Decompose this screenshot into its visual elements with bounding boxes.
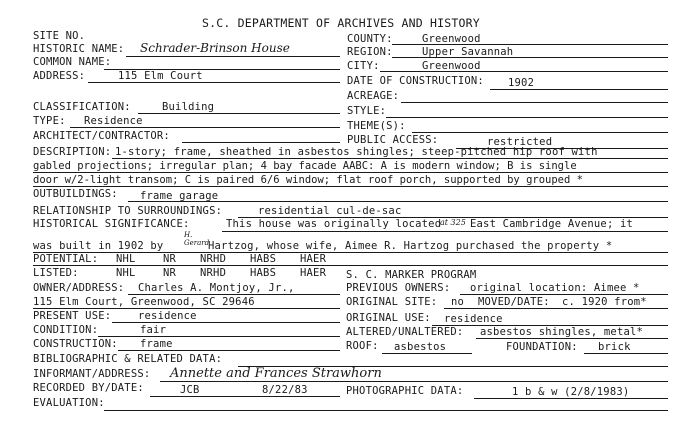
description-line-1: 1-story; frame, sheathed in asbestos shingles; steep-pitched hip roof with xyxy=(115,146,598,158)
architect-label: ARCHITECT/CONTRACTOR: xyxy=(33,130,170,142)
county-label: COUNTY: xyxy=(347,33,393,45)
potential-line xyxy=(33,265,668,266)
condition-label: CONDITION: xyxy=(33,324,99,336)
date-of-construction-line xyxy=(490,89,668,90)
moved-date-value: c. 1920 from* xyxy=(562,296,647,308)
county-value: Greenwood xyxy=(422,33,481,45)
present-use-value: residence xyxy=(138,310,197,322)
informant-line xyxy=(160,381,668,382)
address-value: 115 Elm Court xyxy=(118,70,203,82)
classification-value: Building xyxy=(162,101,215,113)
historical-significance-line-1a: This house was originally located xyxy=(226,218,442,230)
description-line-3: door w/2-light transom; C is paired 6/6 window; flat roof porch, supported by grouped * xyxy=(33,174,583,186)
present-use-label: PRESENT USE: xyxy=(33,310,112,322)
owner-address-line-2: 115 Elm Court, Greenwood, SC 29646 xyxy=(33,296,255,308)
region-label: REGION: xyxy=(347,46,393,58)
original-use-value: residence xyxy=(444,313,503,325)
region-line xyxy=(392,57,668,58)
historic-name-line xyxy=(126,56,340,57)
bibliographic-label: BIBLIOGRAPHIC & RELATED DATA: xyxy=(33,353,223,365)
type-label: TYPE: xyxy=(33,115,66,127)
date-of-construction-label: DATE OF CONSTRUCTION: xyxy=(347,75,484,87)
style-line xyxy=(386,117,668,118)
theme-label: THEME(S): xyxy=(347,120,406,132)
historical-significance-line-2c: Hartzog, whose wife, Aimee R. Hartzog purchased the property * xyxy=(208,240,613,252)
roof-line xyxy=(382,353,472,354)
outbuildings-value: frame garage xyxy=(140,190,219,202)
owner-address-rule-1 xyxy=(128,294,340,295)
outbuildings-line xyxy=(128,201,668,202)
address-line xyxy=(88,82,340,83)
region-value: Upper Savannah xyxy=(422,46,514,58)
city-line xyxy=(380,71,668,72)
address-label: ADDRESS: xyxy=(33,70,86,82)
previous-owners-line xyxy=(460,294,668,295)
classification-label: CLASSIFICATION: xyxy=(33,101,131,113)
theme-line xyxy=(412,132,668,133)
relationship-label: RELATIONSHIP TO SURROUNDINGS: xyxy=(33,205,223,217)
city-value: Greenwood xyxy=(422,60,481,72)
present-use-line xyxy=(112,322,340,323)
informant-label: INFORMANT/ADDRESS: xyxy=(33,368,151,380)
listed-opt-habs: HABS xyxy=(250,267,277,279)
altered-label: ALTERED/UNALTERED: xyxy=(346,326,464,338)
potential-opt-nr: NR xyxy=(163,253,177,265)
county-line xyxy=(392,44,668,45)
recorded-by-label: RECORDED BY/DATE: xyxy=(33,382,144,394)
owner-address-label: OWNER/ADDRESS: xyxy=(33,282,125,294)
construction-label: CONSTRUCTION: xyxy=(33,338,118,350)
description-rule-3 xyxy=(33,186,668,187)
potential-opt-habs: HABS xyxy=(250,253,277,265)
description-rule-1 xyxy=(112,158,668,159)
public-access-value: restricted xyxy=(487,136,553,148)
public-access-label: PUBLIC ACCESS: xyxy=(347,134,439,146)
original-site-label: ORIGINAL SITE: xyxy=(346,296,438,308)
listed-opt-nr: NR xyxy=(163,267,177,279)
foundation-label: FOUNDATION: xyxy=(506,341,578,353)
owner-address-rule-2 xyxy=(33,308,340,309)
photographic-data-label: PHOTOGRAPHIC DATA: xyxy=(346,385,464,397)
previous-owners-label: PREVIOUS OWNERS: xyxy=(346,282,451,294)
classification-line xyxy=(138,113,340,114)
informant-value: Annette and Frances Strawhorn xyxy=(170,366,382,381)
historical-significance-label: HISTORICAL SIGNIFICANCE: xyxy=(33,218,190,230)
listed-label: LISTED: xyxy=(33,267,79,279)
type-line xyxy=(70,127,340,128)
header-title: S.C. DEPARTMENT OF ARCHIVES AND HISTORY xyxy=(202,16,480,30)
owner-address-line-1: Charles A. Montjoy, Jr., xyxy=(138,282,295,294)
potential-label: POTENTIAL: xyxy=(33,253,99,265)
acreage-line xyxy=(401,102,668,103)
construction-value: frame xyxy=(140,338,173,350)
historical-significance-insert-1: at 325 xyxy=(440,218,466,227)
previous-owners-value: original location: Aimee * xyxy=(470,282,640,294)
original-site-line xyxy=(444,308,668,309)
potential-opt-haer: HAER xyxy=(300,253,327,265)
roof-label: ROOF: xyxy=(346,340,379,352)
potential-opt-nrhd: NRHD xyxy=(200,253,227,265)
description-label: DESCRIPTION: xyxy=(33,146,112,158)
style-label: STYLE: xyxy=(347,105,387,117)
photographic-data-line xyxy=(474,398,668,399)
historic-name-label: HISTORIC NAME: xyxy=(33,43,125,55)
outbuildings-label: OUTBUILDINGS: xyxy=(33,188,118,200)
condition-value: fair xyxy=(140,324,167,336)
acreage-label: ACREAGE: xyxy=(347,90,400,102)
historical-significance-line-2a: was built in 1902 by xyxy=(33,240,164,252)
listed-opt-nrhd: NRHD xyxy=(200,267,227,279)
site-no-label: SITE NO. xyxy=(33,30,86,42)
recorded-by-date: 8/22/83 xyxy=(262,384,308,396)
moved-date-label: MOVED/DATE: xyxy=(478,296,550,308)
original-site-value: no xyxy=(451,296,465,308)
evaluation-label: EVALUATION: xyxy=(33,397,105,409)
date-of-construction-value: 1902 xyxy=(508,77,535,89)
historic-name-value: Schrader-Brinson House xyxy=(140,41,290,55)
historical-significance-line-1c: East Cambridge Avenue; it xyxy=(470,218,634,230)
construction-line xyxy=(118,350,340,351)
relationship-value: residential cul-de-sac xyxy=(258,205,402,217)
historical-significance-insert-2: H. Gerard xyxy=(184,231,210,247)
listed-opt-nhl: NHL xyxy=(116,267,136,279)
description-rule-2 xyxy=(33,172,668,173)
altered-line xyxy=(476,338,668,339)
potential-opt-nhl: NHL xyxy=(116,253,136,265)
common-name-label: COMMON NAME: xyxy=(33,56,112,68)
original-use-label: ORIGINAL USE: xyxy=(346,312,431,324)
roof-value: asbestos xyxy=(394,341,447,353)
description-line-2: gabled projections; irregular plan; 4 bay facade AABC: A is modern window; B is single xyxy=(33,160,577,172)
photographic-data-value: 1 b & w (2/8/1983) xyxy=(512,386,630,398)
evaluation-line xyxy=(104,410,668,411)
listed-opt-haer: HAER xyxy=(300,267,327,279)
recorded-by-initials: JCB xyxy=(180,384,200,396)
foundation-line xyxy=(584,353,668,354)
condition-line xyxy=(98,336,340,337)
foundation-value: brick xyxy=(598,341,631,353)
altered-value: asbestos shingles, metal* xyxy=(480,326,644,338)
historical-significance-rule-1 xyxy=(222,231,668,232)
type-value: Residence xyxy=(84,115,143,127)
recorded-by-line xyxy=(150,396,340,397)
architect-line xyxy=(182,142,340,143)
city-label: CITY: xyxy=(347,60,380,72)
marker-program-heading: S. C. MARKER PROGRAM xyxy=(346,269,477,281)
